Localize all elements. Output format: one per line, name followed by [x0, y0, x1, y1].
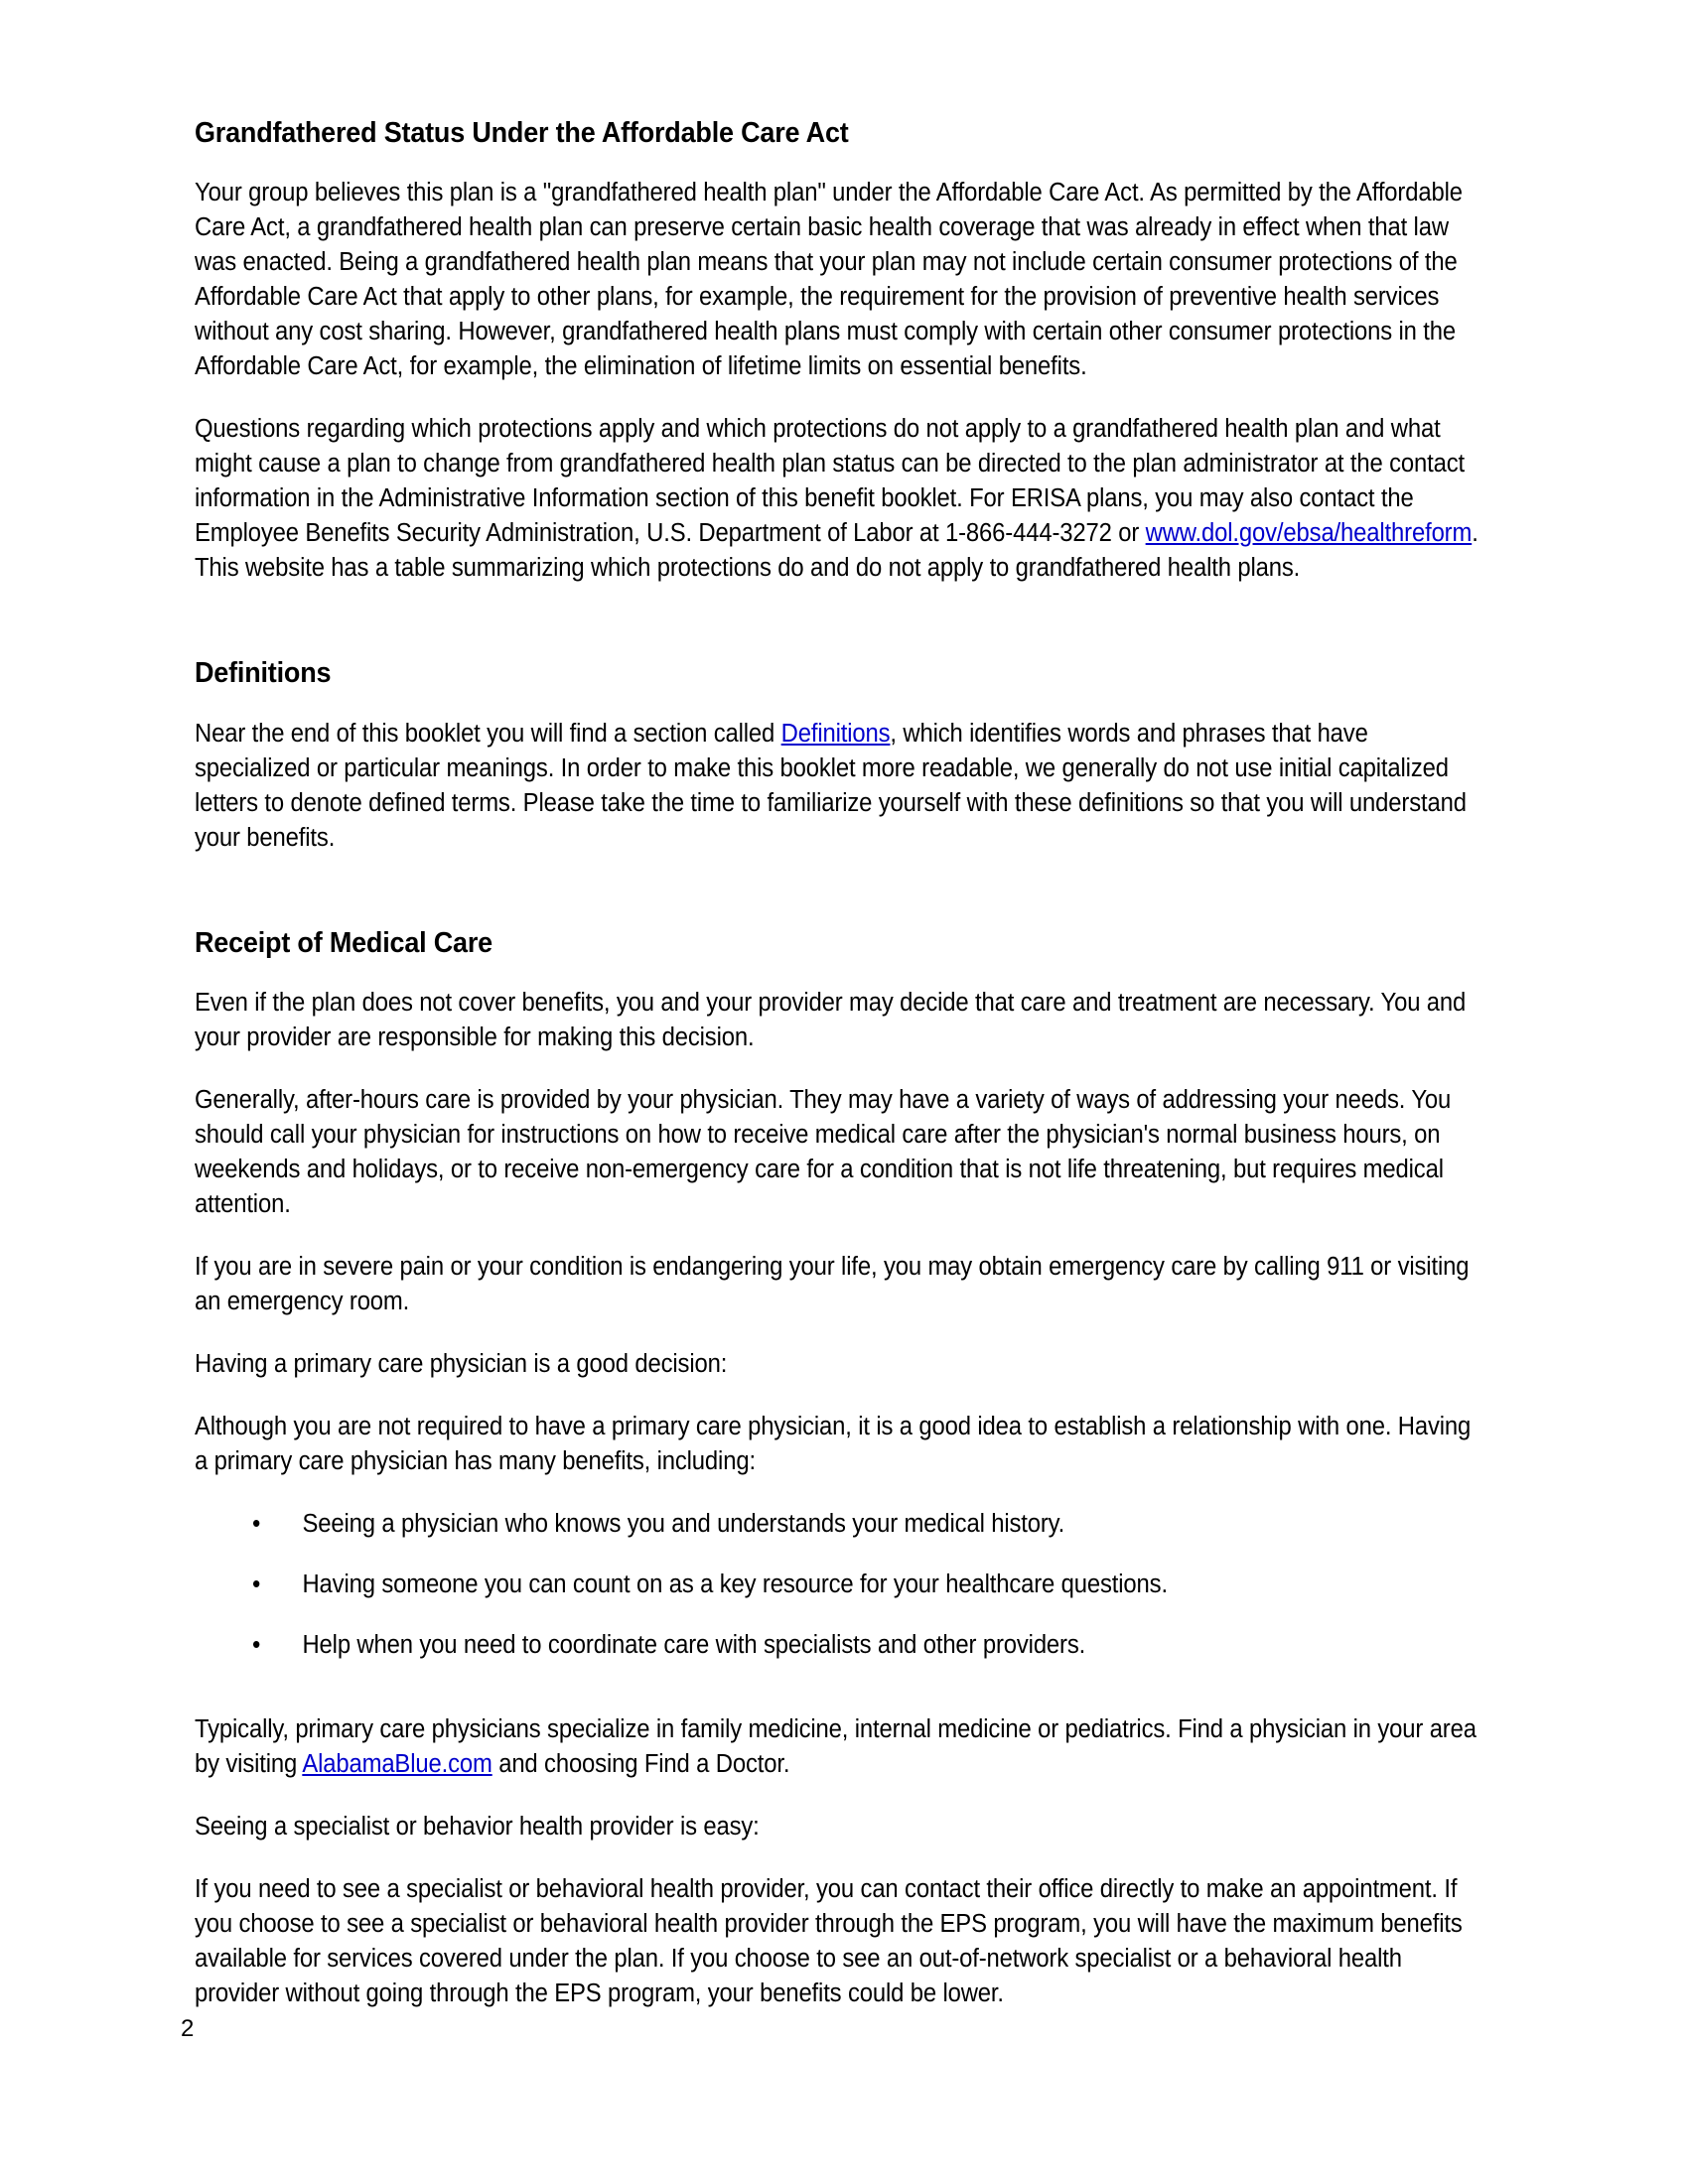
list-item-label: Help when you need to coordinate care with specialists and other providers.	[302, 1631, 1086, 1660]
bullet-point-icon: •	[251, 1631, 261, 1660]
section-heading-definitions: Definitions	[195, 657, 332, 690]
benefits-bullet-list	[195, 1507, 1485, 1663]
section-heading-receipt-of-medical-care: Receipt of Medical Care	[195, 926, 492, 959]
link-alabamablue[interactable]: AlabamaBlue.com	[302, 1750, 492, 1779]
list-spacer	[195, 1691, 1485, 1712]
list-item	[195, 1628, 1594, 1663]
paragraph-text-after-link: . This website has a table summarizing which protections do and do not apply to grandfathered health plans.	[195, 519, 1478, 583]
list-item-label: Seeing a physician who knows you and understands your medical history.	[302, 1510, 1065, 1539]
page-number: 2	[181, 2015, 195, 2042]
bullet-point-icon: •	[251, 1510, 261, 1539]
section-heading-grandfathered-status: Grandfathered Status Under the Affordable Care Act	[195, 117, 849, 149]
list-item	[195, 1507, 1594, 1542]
bullet-point-icon: •	[251, 1570, 261, 1599]
document-content	[195, 117, 1485, 2039]
paragraph-grandfathered-status-2	[195, 412, 1486, 586]
paragraph-text-before-link: Questions regarding which protections apply and which protections do not apply to a grandfathered health plan and what might cause a plan to change from grandfathered health plan status can be directed to the plan administrator at the contact information in the Administrative Information section of this benefit booklet. For ERISA plans, you may also contact the Employee Benefits Security Administration, U.S. Department of Labor at 1-866-444-3272 or	[195, 415, 1466, 548]
paragraph-seeing-specialist-detail: If you need to see a specialist or behavioral health provider, you can contact their office directly to make an appointment. If you choose to see a specialist or behavioral health provider through the EPS program, you will have the maximum benefits available for services covered under the plan. If you choose to see an out-of-network specialist or a behavioral health provider without going through the EPS program, your benefits could be lower.	[195, 1875, 1463, 2008]
paragraph-text-before-link: Near the end of this booklet you will find a section called	[195, 719, 781, 748]
list-item	[195, 1568, 1594, 1602]
paragraph-receipt-4: Having a primary care physician is a good decision:	[195, 1350, 728, 1379]
list-item-label: Having someone you can count on as a key resource for your healthcare questions.	[302, 1570, 1168, 1599]
paragraph-definitions-1	[195, 717, 1486, 856]
paragraph-find-a-doctor	[195, 1712, 1486, 1782]
section-spacer-2	[195, 884, 1485, 927]
section-spacer-1	[195, 614, 1485, 657]
link-dol-healthreform[interactable]: www.dol.gov/ebsa/healthreform	[1145, 519, 1473, 548]
paragraph-text-after-link: , which identifies words and phrases that have specialized or particular meanings. In order to make this booklet more readable, we generally do not use initial capitalized letters to denote defined terms. Please take the time to familiarize yourself with these definitions so that you will understand your benefits.	[195, 719, 1467, 852]
paragraph-receipt-5: Although you are not required to have a primary care physician, it is a good idea to establish a relationship with one. Having a primary care physician has many benefits, including:	[195, 1413, 1472, 1476]
paragraph-receipt-2: Generally, after-hours care is provided by your physician. They may have a variety of ways of addressing your needs. You should call your physician for instructions on how to receive medical care after the physician's normal business hours, on weekends and holidays, or to receive non-emergency care for a condition that is not life threatening, but requires medical attention.	[195, 1086, 1452, 1219]
paragraph-text-after-link: and choosing Find a Doctor.	[492, 1750, 790, 1779]
paragraph-seeing-specialist-intro: Seeing a specialist or behavior health provider is easy:	[195, 1813, 760, 1842]
link-definitions-section[interactable]: Definitions	[780, 719, 891, 748]
paragraph-receipt-1: Even if the plan does not cover benefits, you and your provider may decide that care and treatment are necessary. You and your provider are responsible for making this decision.	[195, 989, 1467, 1052]
paragraph-grandfathered-status-1: Your group believes this plan is a "grandfathered health plan" under the Affordable Care Act. As permitted by the Affordable Care Act, a grandfathered health plan can preserve certain basic health coverage that was already in effect when that law was enacted. Being a grandfathered health plan means that your plan may not include certain consumer protections of the Affordable Care Act that apply to other plans, for example, the requirement for the provision of preventive health services without any cost sharing. However, grandfathered health plans must comply with certain other consumer protections in the Affordable Care Act, for example, the elimination of lifetime limits on essential benefits.	[195, 179, 1463, 381]
paragraph-text-before-link: Typically, primary care physicians specialize in family medicine, internal medicine or pediatrics. Find a physician in your area by visiting	[195, 1715, 1477, 1779]
paragraph-receipt-3: If you are in severe pain or your condition is endangering your life, you may obtain emergency care by calling 911 or visiting an emergency room.	[195, 1253, 1470, 1316]
